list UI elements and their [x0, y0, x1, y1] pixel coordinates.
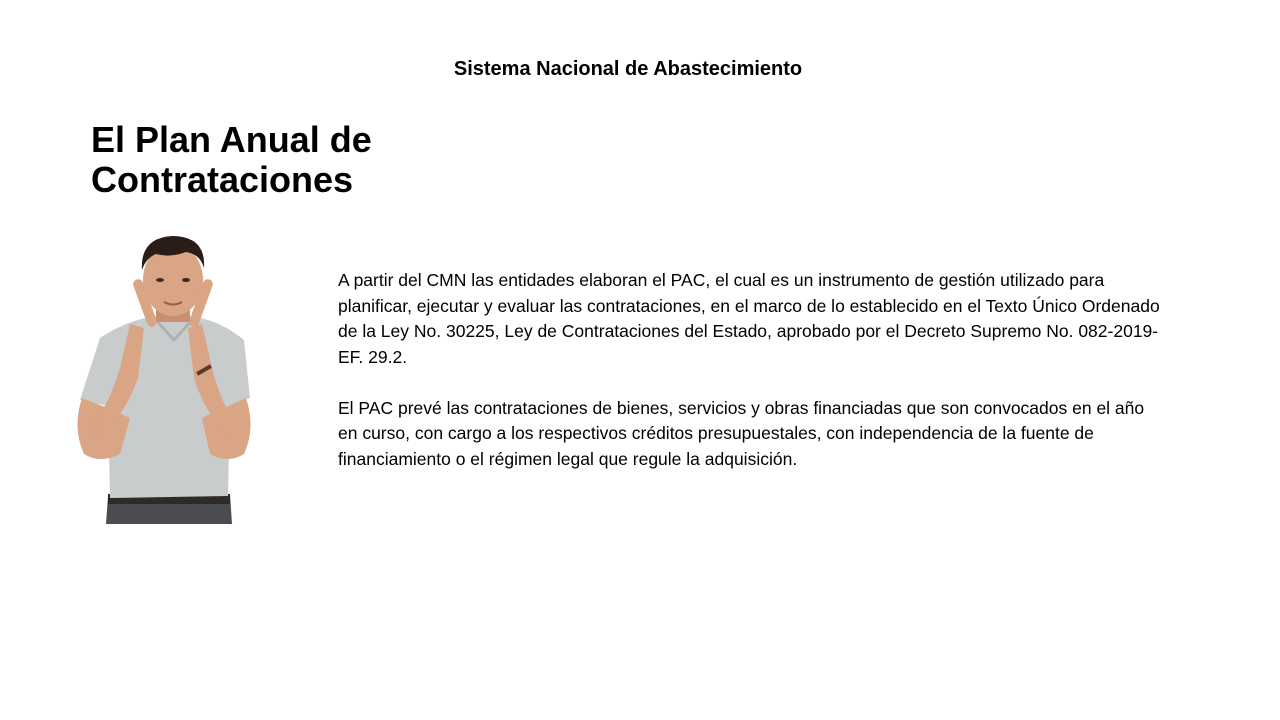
man-pointing-at-eyes-photo — [60, 228, 290, 524]
header-title: Sistema Nacional de Abastecimiento — [453, 58, 803, 80]
paragraph-2: El PAC prevé las contrataciones de bienes, servicios y obras financiadas que son convocados en el año en curso, con cargo a los respectivos créditos presupuestales, con independencia de la fuente de financiamiento o el régimen legal que regule la adquisición. — [338, 397, 1145, 469]
paragraph-1: A partir del CMN las entidades elaboran el PAC, el cual es un instrumento de gestión utilizado para planificar, ejecutar y evaluar las contrataciones, en el marco de lo establecido en el Texto Único Ordenado de la Ley No. 30225, Ley de Contrataciones del Estado, aprobado por el Decreto Supremo No. 082-2019-EF. 29.2. — [338, 270, 1160, 367]
body-text — [338, 268, 1168, 498]
slide-title: El Plan Anual de Contrataciones — [91, 119, 372, 200]
